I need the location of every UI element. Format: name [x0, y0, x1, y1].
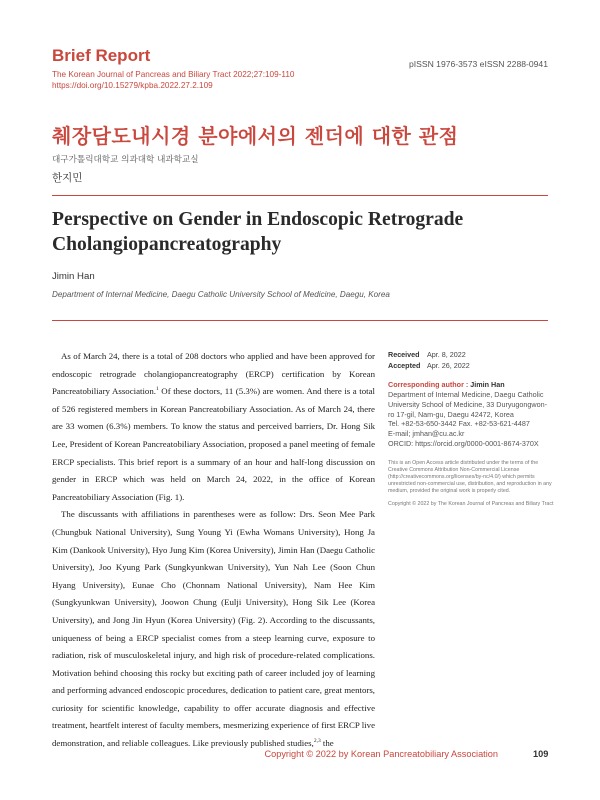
paragraph-2	[52, 506, 375, 752]
corresponding-label: Corresponding author :	[388, 380, 471, 389]
accepted-label: Accepted	[388, 361, 421, 370]
english-author: Jimin Han	[52, 271, 95, 282]
english-affiliation: Department of Internal Medicine, Daegu Catholic University School of Medicine, Daegu, Korea	[52, 290, 390, 299]
article-type-label: Brief Report	[52, 46, 151, 65]
corr-address-2: University School of Medicine, 33 Duryugongwon-	[388, 399, 548, 409]
journal-citation: The Korean Journal of Pancreas and Biliary Tract 2022;27:109-110	[52, 70, 295, 79]
received-value: Apr. 8, 2022	[427, 350, 466, 359]
paragraph-1-text-a: As of March 24, there is a total of 208 doctors who applied and have been approved for endoscopic retrograde cholangiopancreatography (ERCP) certification by Korean Pancreatobiliary Association.	[52, 351, 375, 397]
paragraph-2-text-a: The discussants with affiliations in parentheses were as follow: Drs. Seon Mee Park (Chungbuk National University), Sung Young Yi (Ewha Womans University), Hong Ja Kim (Dankook University), Hyo Jung Kim (Korea University), Jimin Han (Daegu Catholic University), Joo Kyung Park (Sungkyunkwan University), Yun Nah Lee (Soon Chun Hyang University), Eunae Cho (Chonnam National University), Nam Hee Kim (Sungkyunkwan University), Joowon Chung (Eulji University), Hong Sik Lee (Korea University), and Jong Jin Hyun (Korea University) (Fig. 2). According to the discussants, uniqueness of being a ERCP specialist comes from a steep learning curve, exposure to radiation, risk of musculoskeletal injury, and high risk of procedure-related complications. Motivation behind choosing this rocky but exciting path of career included joy of learning and performing advanced endoscopic procedures, dedication to patient care, great mentors, curiosity for scientific knowledge, capability to offer accurate diagnosis and effective treatment, heartfelt interest of faculty members, mesmerizing experience of first ERCP live demonstration, and reliable colleagues. Like previously published studies,	[52, 509, 375, 749]
page-number: 109	[533, 749, 549, 759]
english-title: Perspective on Gender in Endoscopic Retrograde Cholangiopancreatography	[52, 209, 464, 255]
corresponding-name: Jimin Han	[470, 380, 505, 389]
footer-copyright: Copyright © 2022 by Korean Pancreatobiliary Association	[264, 749, 498, 759]
paragraph-1	[52, 348, 375, 506]
top-divider	[52, 195, 548, 196]
paragraph-2-text-b: the	[320, 738, 334, 749]
reference-1[interactable]: 1	[156, 386, 159, 393]
article-sidebar	[388, 349, 558, 507]
corresponding-author	[388, 379, 558, 390]
received-label: Received	[388, 350, 420, 359]
korean-title: 췌장담도내시경 분야에서의 젠더에 대한 관점	[52, 124, 459, 148]
accepted-date	[388, 360, 558, 371]
corr-address-3: ro 17-gil, Nam-gu, Daegu 42472, Korea	[388, 409, 514, 419]
korean-affiliation: 대구가톨릭대학교 의과대학 내과학교실	[52, 155, 199, 165]
corr-orcid[interactable]: ORCID: https://orcid.org/0000-0001-8674-370X	[388, 438, 539, 448]
doi-link[interactable]: https://doi.org/10.15279/kpba.2022.27.2.109	[52, 81, 213, 90]
korean-author: 한지민	[52, 172, 83, 184]
corr-phone: Tel. +82-53-650-3442 Fax. +82-53-621-4487	[388, 419, 530, 429]
accepted-value: Apr. 26, 2022	[427, 361, 470, 370]
journal-copyright: Copyright © 2022 by The Korean Journal of Pancreas and Biliary Tract	[388, 501, 554, 508]
paragraph-1-text-b: Of these doctors, 11 (5.3%) are women. And there is a total of 526 registered members in Korean Pancreatobiliary Association. As of March 24, there are 33 women (6.3%) members. To know the status and perceived barriers, Dr. Hong Sik Lee, President of Korean Pancreatobiliary Association, proposed a panel meeting of female ERCP specialists. This brief report is a summary of an hour and half-long discussion on gender in ERCP which was held on March 24, 2022, in the office of Korean Pancreatobiliary Association (Fig. 1).	[52, 386, 375, 502]
license-text: This is an Open Access article distributed under the terms of the Creative Commons Attribution Non-Commercial License (http://creativecommons.org/licenses/by-nc/4.0/) which permits unrestricted non-commercial use, distribution, and reproduction in any medium, provided the original work is properly cited.	[388, 459, 552, 495]
title-divider	[52, 320, 548, 321]
issn-info: pISSN 1976-3573 eISSN 2288-0941	[408, 59, 548, 69]
corr-address-1: Department of Internal Medicine, Daegu Catholic	[388, 390, 544, 399]
main-text	[52, 348, 375, 753]
received-date	[388, 349, 558, 360]
reference-2-3[interactable]: 2,3	[313, 738, 321, 745]
corr-email[interactable]: E-mail; jmhan@cu.ac.kr	[388, 429, 465, 439]
